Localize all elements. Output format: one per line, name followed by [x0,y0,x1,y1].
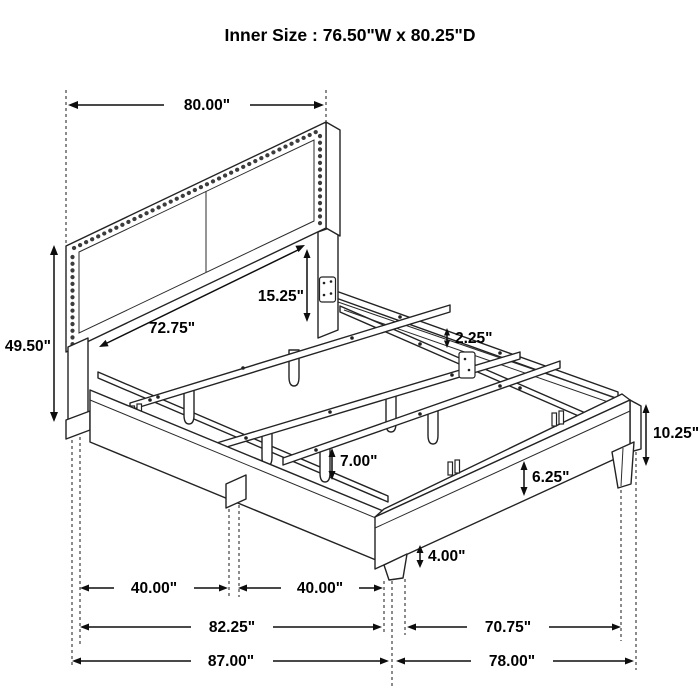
dim-overall-width [396,653,634,670]
screw-dot [468,369,471,372]
footboard-front-face [375,400,630,569]
dim-rail-lip-label: 2.25" [455,330,493,347]
headboard-panel [66,122,326,352]
footboard [375,394,641,580]
dim-side-rail-height-label: 10.25" [653,425,700,442]
dim-headboard-bottom-gap [258,249,311,322]
rail-bracket [320,277,336,302]
dim-foot-rail-face-label: 6.25" [532,469,570,486]
dim-foot-inner-width-label: 70.75" [484,619,532,636]
headboard-right-leg [318,225,338,338]
headboard-left-leg [66,338,90,439]
extension-lines [66,90,636,688]
dim-foot-leg-height-label: 4.00" [428,548,466,565]
headboard [66,122,340,439]
dim-leg-span-a [80,580,228,597]
dim-center-leg-height-label: 7.00" [340,453,378,470]
dim-headboard-height [5,245,58,422]
dim-foot-inner-width [407,619,621,636]
dim-headboard-height-label: 49.50" [4,338,51,355]
dim-rail-length [80,619,382,636]
headboard-side-face [326,122,340,236]
dim-leg-span-b-label: 40.00" [296,580,344,597]
dim-side-rail-height [643,404,700,466]
dim-overall-width-label: 78.00" [488,653,536,670]
screw-dot [464,358,467,361]
dim-leg-span-b [238,580,383,597]
dim-top-width [68,97,324,114]
dim-top-width-label: 80.00" [183,97,231,114]
page-title: Inner Size : 76.50"W x 80.25"D [224,25,476,45]
dim-headboard-panel-width-label: 72.75" [148,320,196,337]
dim-leg-span-a-label: 40.00" [130,580,178,597]
dim-headboard-bottom-gap-label: 15.25" [257,288,304,305]
dim-rail-length-label: 82.25" [208,619,256,636]
rail-bracket [459,352,475,378]
dim-foot-leg-height [417,545,466,568]
dim-overall-depth [72,653,389,670]
dim-overall-depth-label: 87.00" [207,653,255,670]
